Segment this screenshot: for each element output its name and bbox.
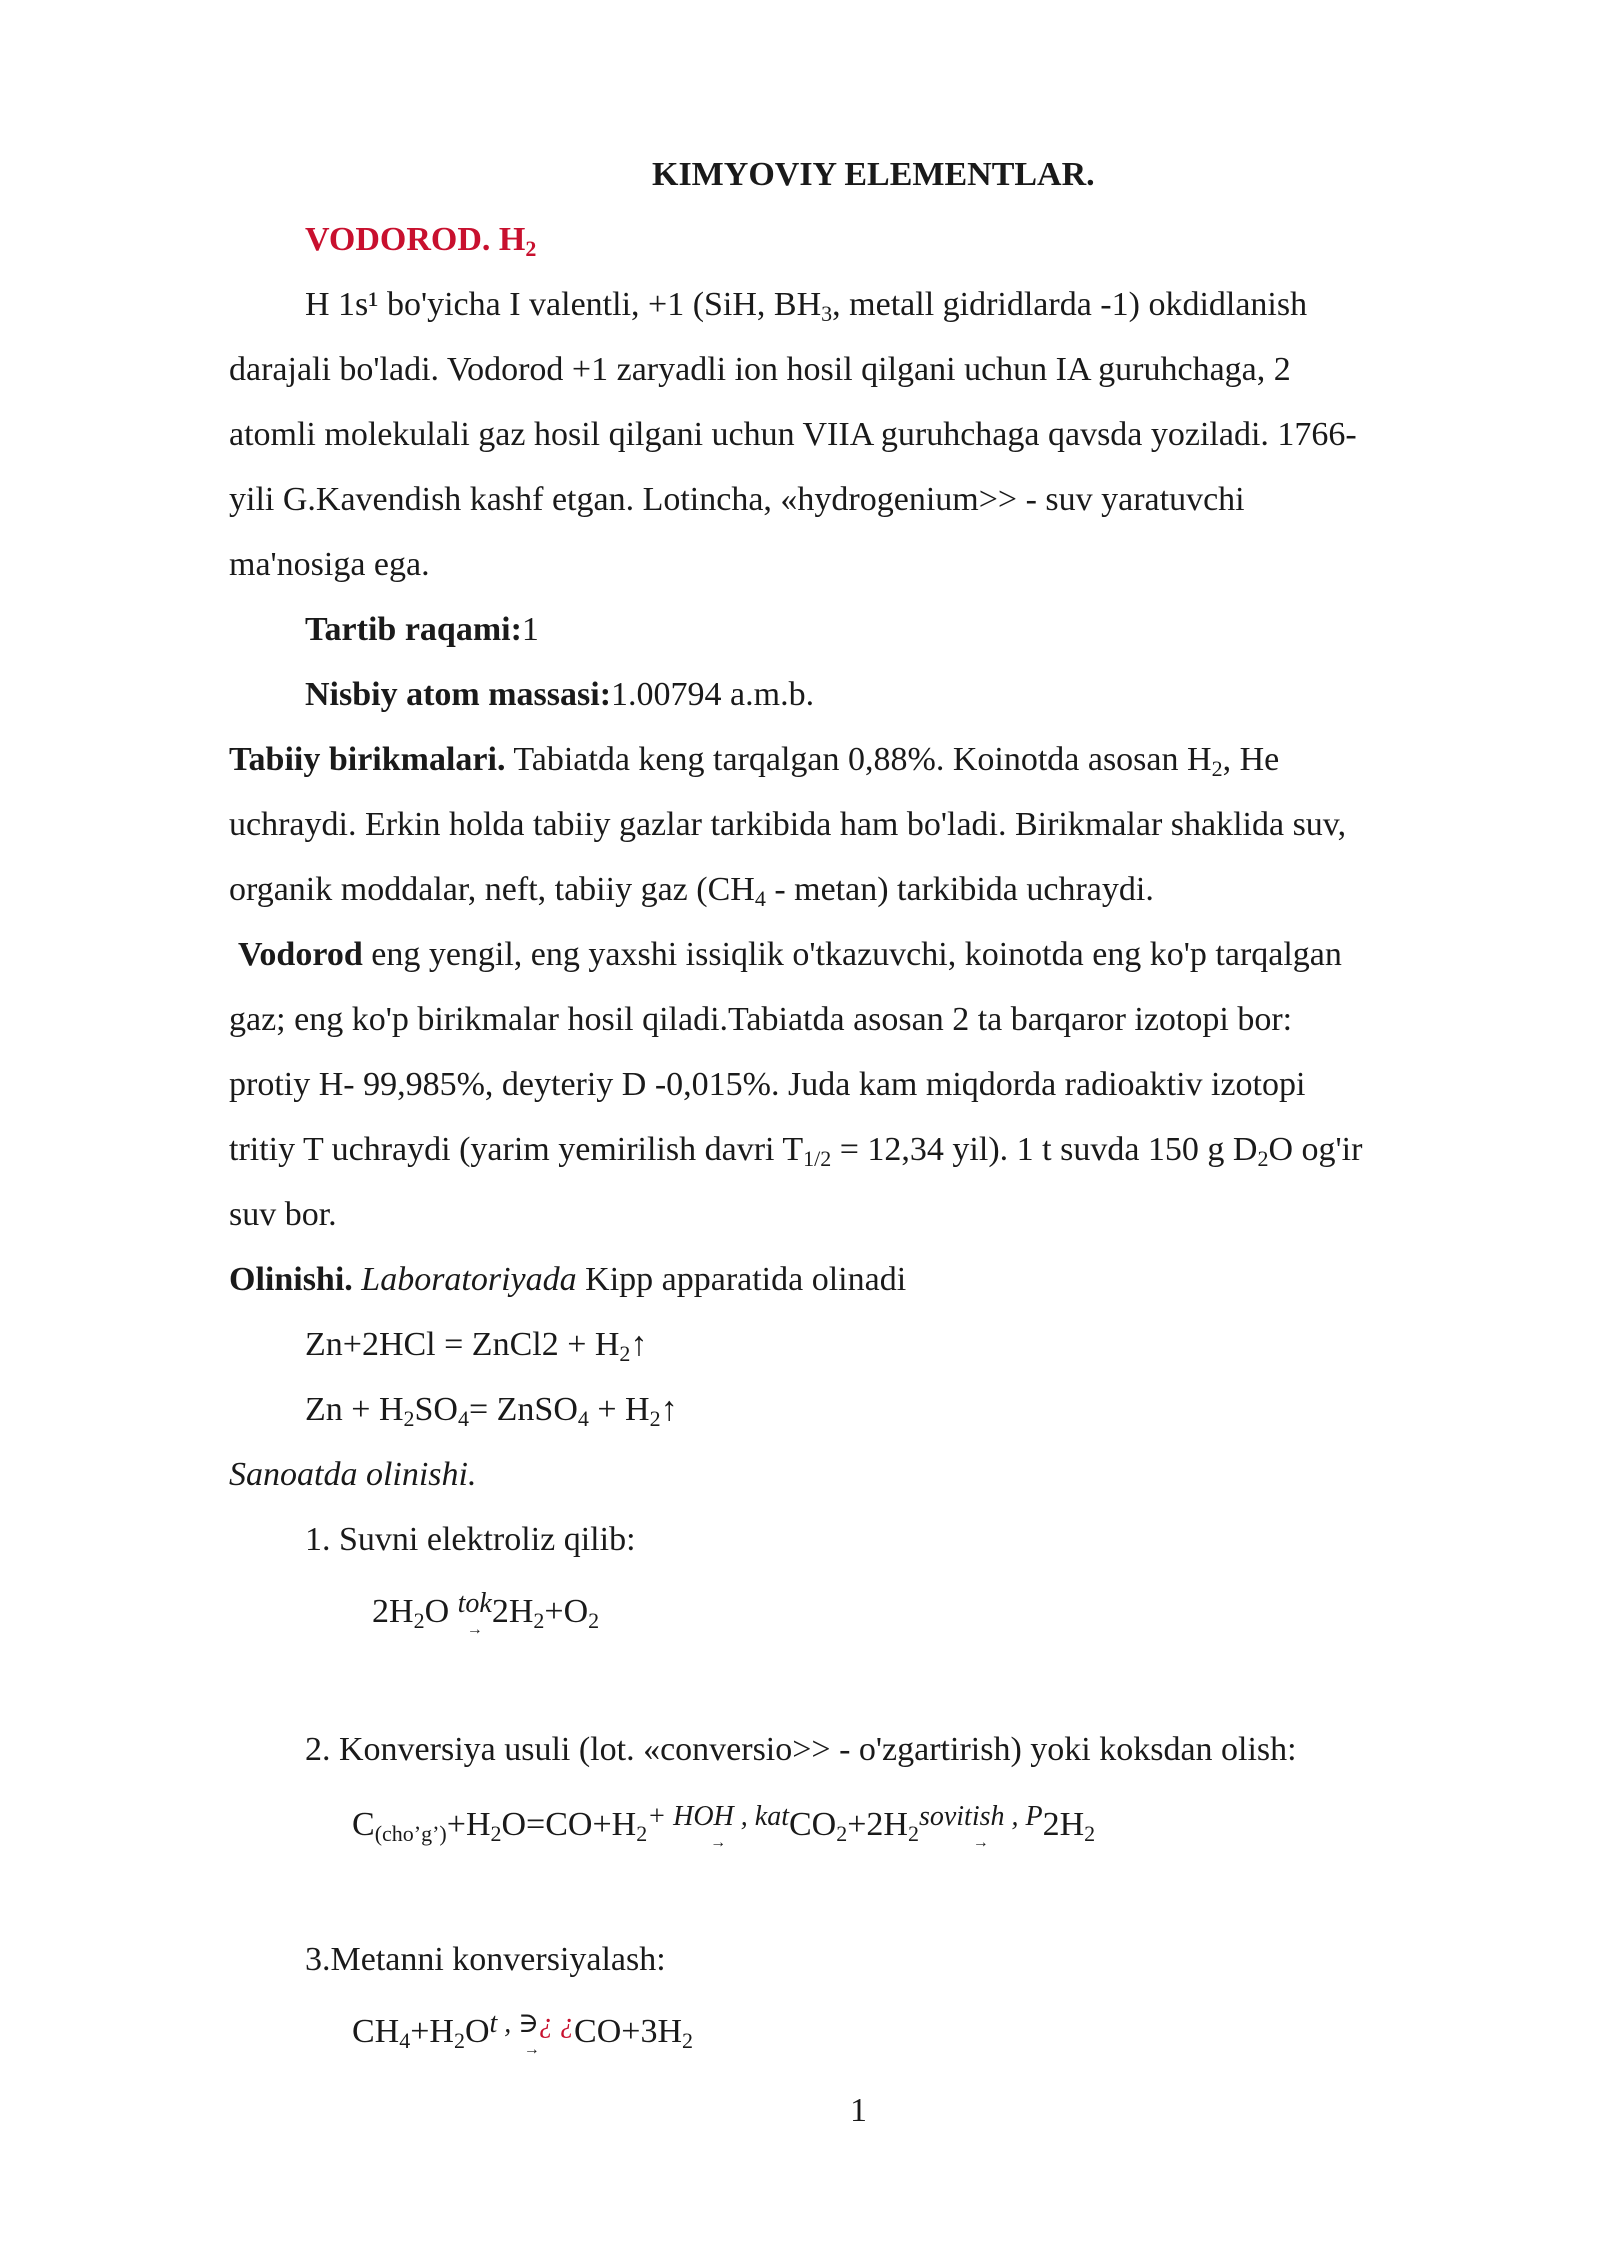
condition-text: t , ∋ [489,2008,540,2039]
atomic-mass [305,675,814,715]
natural-text: Tabiatda keng tarqalgan 0,88%. Koinotda asosan H [505,741,1212,778]
intro-line-3: atomli molekulali gaz hosil qilgani uchun VIIA guruhchaga qavsda yoziladi. 1766- [229,416,1357,453]
arrow-icon: → [466,1621,483,1638]
industrial-heading [229,1455,476,1495]
eq-sub: 4 [399,2028,411,2053]
intro-line-5: ma'nosiga ega. [229,546,430,583]
vodorod-text: tritiy T uchraydi (yarim yemirilish davri T [229,1131,804,1168]
vodorod-line-3: protiy H- 99,985%, deyteriy D -0,015%. Juda kam miqdorda radioaktiv izotopi [229,1066,1306,1103]
intro-sub: 3 [821,301,833,326]
condition-text: + HOH , kat [647,1801,789,1832]
natural-text: organik moddalar, neft, tabiiy gaz (CH [229,871,755,908]
condition-text: sovitish , P [918,1801,1043,1832]
eq-sub: 2 [453,2028,465,2053]
equation-2 [305,1390,678,1430]
section-name: VODOROD. H [305,221,526,258]
eq-sub: 2 [649,1406,661,1431]
eq-text: O [464,2013,490,2050]
eq-text: C [352,1806,375,1843]
method-3-equation [352,2008,694,2058]
mass-label: Nisbiy atom massasi: [305,676,612,713]
natural-sub: 2 [1211,756,1223,781]
eq-sub: 2 [403,1406,415,1431]
vodorod-text: eng yengil, eng yaxshi issiqlik o'tkazuvchi, koinotda eng ko'p tarqalgan [362,936,1342,973]
natural-sub: 4 [754,886,766,911]
reaction-condition [918,1801,1043,1851]
intro-line-1 [305,285,1307,325]
eq-sub: 2 [1084,1821,1096,1846]
eq-sub: 2 [619,1341,631,1366]
eq-text: 2H [491,1593,534,1630]
vodorod-line-1 [238,935,1342,975]
method-2-title: 2. Konversiya usuli (lot. «conversio>> - o'zgartirish) yoki koksdan olish: [305,1731,1297,1768]
arrow-icon: → [523,2041,540,2058]
eq-text: Zn + H [305,1391,404,1428]
half-life-sub: 1/2 [803,1146,832,1171]
olinishi-text: Kipp apparatida olinadi [576,1261,907,1298]
eq-sub: 2 [490,1821,502,1846]
gas-arrow: ↑ [630,1326,648,1363]
olinishi-lab: Laboratoriyada [361,1261,577,1298]
eq-text: CO+3H [574,2013,683,2050]
eq-sub: 2 [636,1821,648,1846]
reaction-condition [489,2008,575,2058]
natural-line-1 [229,740,1279,780]
eq-text: SO [414,1391,458,1428]
intro-text: H 1s¹ bo'yicha I valentli, +1 (SiH, BH [305,286,822,323]
eq-sub: 2 [413,1608,425,1633]
eq-text: CO [788,1806,837,1843]
vodorod-label: Vodorod [238,936,363,973]
eq-text: O=CO+H [501,1806,637,1843]
method-2-equation [352,1801,1096,1851]
eq-sub: (cho’g’) [374,1821,447,1846]
eq-text: Zn+2HCl = ZnCl2 + H [305,1326,620,1363]
vodorod-sub: 2 [1257,1146,1269,1171]
eq-sub: 4 [577,1406,589,1431]
vodorod-text: O og'ir [1268,1131,1363,1168]
arrow-icon: → [972,1834,989,1851]
eq-text: CH [352,2013,400,2050]
natural-text: - metan) tarkibida uchraydi. [765,871,1154,908]
eq-text: = ZnSO [468,1391,578,1428]
olinishi-label: Olinishi. [229,1261,353,1298]
eq-text: + H [588,1391,650,1428]
natural-line-2: uchraydi. Erkin holda tabiiy gazlar tarkibida ham bo'ladi. Birikmalar shaklida suv, [229,806,1347,843]
order-label: Tartib raqami: [305,611,522,648]
eq-sub: 2 [588,1608,600,1633]
vodorod-line-5: suv bor. [229,1196,337,1233]
page-number: 1 [850,2092,867,2129]
eq-sub: 2 [836,1821,848,1846]
eq-text: +H [446,1806,491,1843]
vodorod-line-4 [229,1130,1362,1170]
eq-sub: 2 [907,1821,919,1846]
eq-text: +H [410,2013,454,2050]
industrial-text: Sanoatda olinishi. [229,1456,477,1493]
olinishi-line [229,1260,906,1300]
order-number [305,610,539,650]
reaction-condition [457,1588,492,1638]
eq-sub: 4 [457,1406,469,1431]
section-heading [305,220,536,260]
intro-line-4: yili G.Kavendish kashf etgan. Lotincha, «hydrogenium>> - suv yaratuvchi [229,481,1245,518]
eq-text: +2H [847,1806,908,1843]
mass-value: 1.00794 a.m.b. [611,676,815,713]
condition-glyphs: ¿ ¿ [539,2008,575,2039]
eq-sub: 2 [682,2028,694,2053]
eq-sub: 2 [533,1608,545,1633]
vodorod-text: = 12,34 yil). 1 t suvda 150 g D [831,1131,1258,1168]
method-3-title: 3.Metanni konversiyalash: [305,1941,666,1978]
intro-text: , metall gidridlarda -1) okdidlanish [832,286,1308,323]
condition-text: tok [457,1588,492,1619]
order-value: 1 [521,611,539,648]
equation-1 [305,1325,647,1365]
vodorod-line-2: gaz; eng ko'p birikmalar hosil qiladi.Tabiatda asosan 2 ta barqaror izotopi bor: [229,1001,1293,1038]
eq-text: O [424,1593,458,1630]
natural-text: , He [1222,741,1280,778]
intro-line-2: darajali bo'ladi. Vodorod +1 zaryadli ion hosil qilgani uchun IA guruhchaga, 2 [229,351,1291,388]
eq-text: 2H [372,1593,414,1630]
reaction-condition [647,1801,789,1851]
method-1-title: 1. Suvni elektroliz qilib: [305,1521,636,1558]
arrow-icon: → [710,1834,727,1851]
eq-text: +O [544,1593,589,1630]
natural-line-3 [229,870,1154,910]
page-title: KIMYOVIY ELEMENTLAR. [652,156,1095,193]
gas-arrow: ↑ [660,1391,678,1428]
natural-label: Tabiiy birikmalari. [229,741,506,778]
method-1-equation [372,1588,600,1638]
eq-text: 2H [1042,1806,1085,1843]
section-sub: 2 [525,236,537,261]
